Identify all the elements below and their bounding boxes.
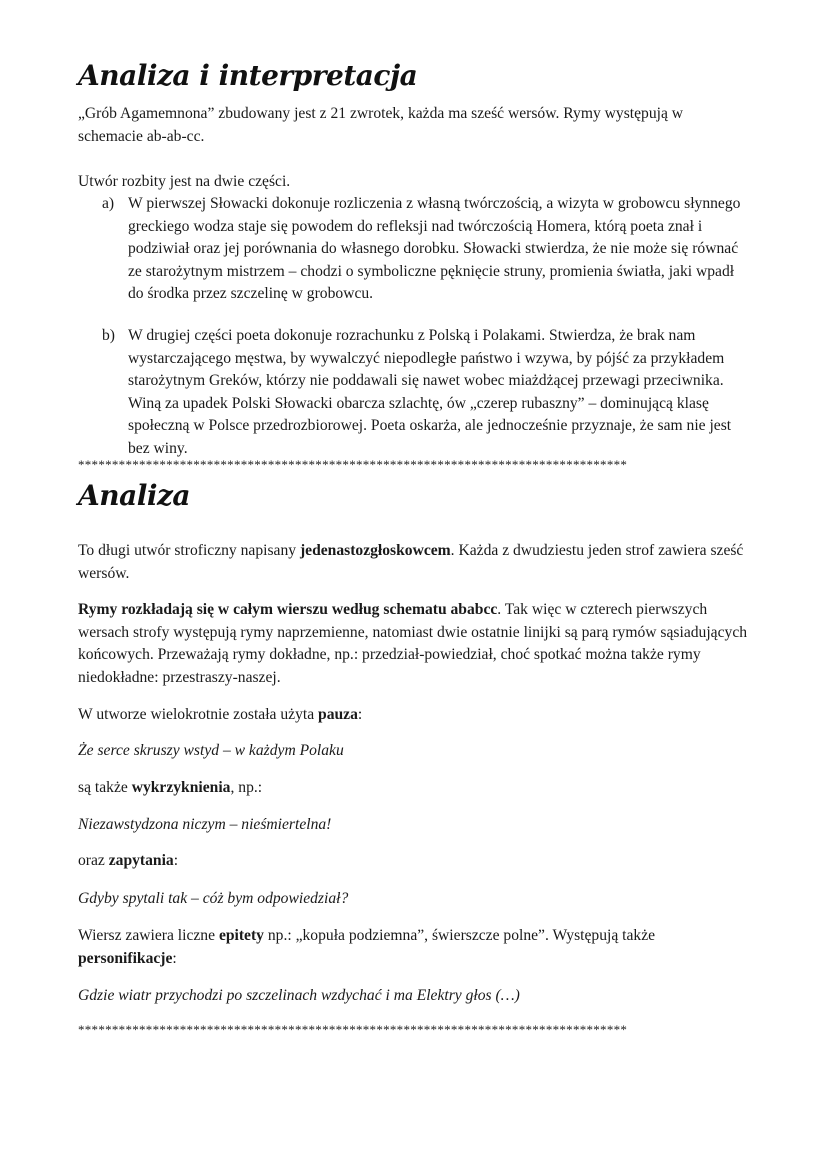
quote-exclamation: Niezawstydzona niczym – nieśmiertelna! — [78, 816, 332, 833]
list-item-text: W pierwszej Słowacki dokonuje rozliczenia z własną twórczością, a wizyta w grobowcu słynnego greckiego wodza staje się powodem do refleksji nad twórczością Homera, którą poeta znał i podziwiał oraz jej porównania do własnego dorobku. Słowacki stwierdza, że nie może się równać ze starożytnym mistrzem – chodzi o symboliczne pęknięcie struny, promienia światła, jaki wpadł do środka przez szczelinę w grobowcu. — [128, 195, 741, 302]
bold-term: pauza — [318, 706, 358, 723]
bold-term: wykrzyknienia — [131, 779, 231, 796]
paragraph-questions: oraz zapytania: — [78, 852, 179, 869]
section-heading-analysis: Analiza — [78, 479, 191, 512]
intro-paragraph: „Grób Agamemnona” zbudowany jest z 21 zwrotek, każda ma sześć wersów. Rymy występują w schemacie ab-ab-cc. — [78, 105, 684, 145]
bold-term: jedenastozgłoskowcem — [299, 542, 451, 559]
quote-personification: Gdzie wiatr przychodzi po szczelinach wzdychać i ma Elektry głos (…) — [78, 987, 520, 1004]
bold-term: Rymy rozkładają się w całym wierszu według schematu ababcc — [78, 601, 498, 618]
paragraph-pause: W utworze wielokrotnie została użyta pauza: — [78, 706, 363, 723]
section-heading-analysis-interpretation: Analiza i interpretacja — [78, 59, 418, 92]
list-marker: a) — [102, 195, 115, 212]
paragraph-meter: To długi utwór stroficzny napisany jedenastozgłoskowcem. Każda z dwudziestu jeden strof zawiera sześć wersów. — [78, 542, 744, 582]
bold-term: zapytania — [108, 852, 174, 869]
parts-intro: Utwór rozbity jest na dwie części. — [78, 173, 291, 190]
quote-question: Gdyby spytali tak – cóż bym odpowiedział? — [78, 890, 349, 907]
divider: ********************************************************************************* — [78, 457, 628, 472]
paragraph-epithets: Wiersz zawiera liczne epitety np.: „kopuła podziemna”, świerszcze polne”. Występują także personifikacje: — [78, 927, 656, 967]
paragraph-exclamations: są także wykrzyknienia, np.: — [78, 779, 263, 796]
bold-term: personifikacje — [78, 949, 173, 967]
list-marker: b) — [102, 327, 115, 344]
quote-pause: Że serce skruszy wstyd – w każdym Polaku — [78, 742, 344, 759]
paragraph-rhymes: Rymy rozkładają się w całym wierszu według schematu ababcc. Tak więc w czterech pierwszych wersach strofy występują rymy naprzemienne, natomiast dwie ostatnie linijki są parą rymów sąsiadujących końcowych. Przeważają rymy dokładne, np.: przedział-powiedział, choć spotkać można także rymy niedokładne: przestraszy-naszej. — [78, 601, 748, 686]
list-item-text: W drugiej części poeta dokonuje rozrachunku z Polską i Polakami. Stwierdza, że brak nam wystarczającego męstwa, by wywalczyć niepodległe państwo i wzywa, by pójść za przykładem starożytnym Greków, którzy nie poddawali się nawet wobec miażdżącej przewagi przeciwnika. Winą za upadek Polski Słowacki obarcza szlachtę, ów „czerep rubaszny” – dominującą klasę społeczną w Polsce przedrozbiorowej. Poeta oskarża, ale jednocześnie przyznaje, że sam nie jest bez winy. — [128, 327, 732, 457]
bold-term: epitety — [218, 927, 264, 944]
divider: ********************************************************************************* — [78, 1022, 628, 1037]
